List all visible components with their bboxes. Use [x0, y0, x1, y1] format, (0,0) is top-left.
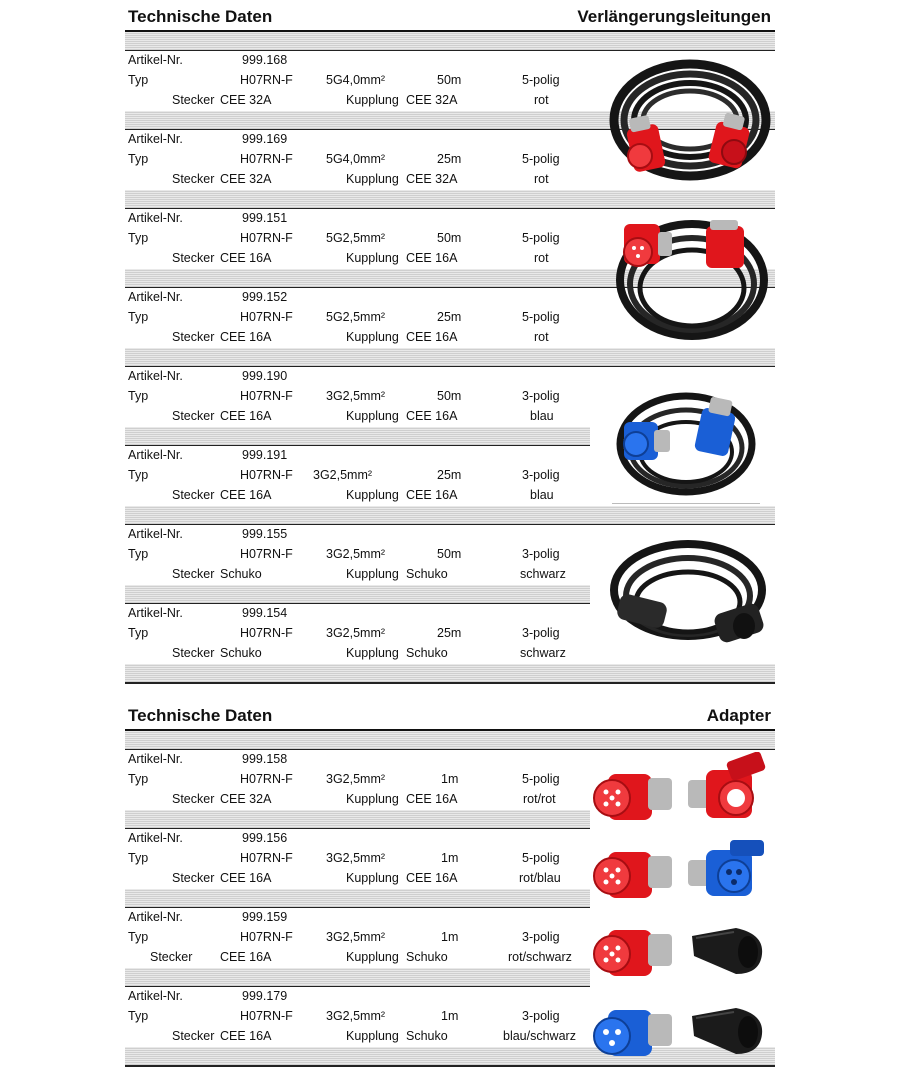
color-value: schwarz [520, 646, 566, 660]
kupplung-value: CEE 16A [406, 792, 458, 806]
artikel-label: Artikel-Nr. [128, 831, 183, 845]
poles: 5-polig [522, 772, 560, 786]
stecker-label: Stecker [172, 871, 215, 885]
kupplung-value: CEE 16A [406, 409, 458, 423]
cross-section: 5G2,5mm² [326, 310, 386, 324]
artikel-number: 999.156 [242, 831, 288, 845]
typ-label: Typ [128, 930, 149, 944]
kupplung-value: CEE 16A [406, 488, 458, 502]
stecker-value: CEE 32A [220, 172, 272, 186]
row-separator [125, 190, 775, 209]
stecker-label: Stecker [150, 950, 193, 964]
stecker-value: CEE 32A [220, 93, 272, 107]
artikel-label: Artikel-Nr. [128, 989, 183, 1003]
red-cee16-plug-image [590, 916, 678, 986]
stecker-value: CEE 16A [220, 950, 272, 964]
row-separator [125, 810, 590, 829]
length: 1m [441, 1009, 459, 1023]
kupplung-value: CEE 16A [406, 251, 458, 265]
stecker-value: CEE 32A [220, 792, 272, 806]
typ-value: H07RN-F [240, 310, 293, 324]
poles: 5-polig [522, 152, 560, 166]
artikel-number: 999.151 [242, 211, 288, 225]
stecker-value: CEE 16A [220, 1029, 272, 1043]
artikel-number: 999.155 [242, 527, 288, 541]
artikel-label: Artikel-Nr. [128, 132, 183, 146]
stecker-label: Stecker [172, 330, 215, 344]
red-cee32-plug-image [590, 760, 678, 830]
stecker-value: Schuko [220, 646, 262, 660]
cross-section: 3G2,5mm² [326, 930, 386, 944]
kupplung-value: CEE 32A [406, 172, 458, 186]
row-separator [125, 427, 590, 446]
length: 25m [437, 468, 462, 482]
typ-value: H07RN-F [240, 772, 293, 786]
cables-category: Verlängerungsleitungen [577, 7, 771, 26]
artikel-number: 999.191 [242, 448, 288, 462]
length: 25m [437, 626, 462, 640]
red-cee16-cable-image [612, 212, 772, 346]
typ-value: H07RN-F [240, 1009, 293, 1023]
kupplung-label: Kupplung [346, 950, 399, 964]
artikel-label: Artikel-Nr. [128, 211, 183, 225]
blue-cee-coupling-image [684, 836, 772, 906]
artikel-number: 999.169 [242, 132, 288, 146]
typ-label: Typ [128, 851, 149, 865]
poles: 3-polig [522, 389, 560, 403]
row-separator [125, 585, 590, 604]
artikel-number: 999.154 [242, 606, 288, 620]
stecker-label: Stecker [172, 409, 215, 423]
row-separator [125, 968, 590, 987]
red-cee16-plug-image [590, 838, 678, 908]
poles: 5-polig [522, 851, 560, 865]
kupplung-label: Kupplung [346, 172, 399, 186]
stecker-value: Schuko [220, 567, 262, 581]
kupplung-label: Kupplung [346, 1029, 399, 1043]
poles: 3-polig [522, 468, 560, 482]
typ-value: H07RN-F [240, 468, 293, 482]
color-value: rot [534, 172, 549, 186]
blue-cee16-plug-image [590, 996, 678, 1066]
length: 50m [437, 231, 462, 245]
typ-label: Typ [128, 152, 149, 166]
color-value: rot [534, 251, 549, 265]
poles: 5-polig [522, 73, 560, 87]
typ-label: Typ [128, 73, 149, 87]
row-separator [125, 348, 775, 367]
typ-value: H07RN-F [240, 389, 293, 403]
typ-value: H07RN-F [240, 626, 293, 640]
artikel-label: Artikel-Nr. [128, 369, 183, 383]
kupplung-label: Kupplung [346, 646, 399, 660]
color-value: rot/schwarz [508, 950, 572, 964]
row-separator [125, 506, 775, 525]
kupplung-label: Kupplung [346, 488, 399, 502]
cables-title: Technische Daten [128, 7, 273, 26]
stecker-label: Stecker [172, 172, 215, 186]
artikel-label: Artikel-Nr. [128, 527, 183, 541]
stecker-label: Stecker [172, 251, 215, 265]
row-separator [125, 32, 775, 51]
cross-section: 3G2,5mm² [313, 468, 373, 482]
typ-label: Typ [128, 231, 149, 245]
cross-section: 3G2,5mm² [326, 547, 386, 561]
color-value: blau [530, 409, 554, 423]
artikel-number: 999.159 [242, 910, 288, 924]
typ-value: H07RN-F [240, 851, 293, 865]
kupplung-label: Kupplung [346, 330, 399, 344]
cross-section: 3G2,5mm² [326, 626, 386, 640]
length: 1m [441, 930, 459, 944]
typ-value: H07RN-F [240, 73, 293, 87]
kupplung-label: Kupplung [346, 409, 399, 423]
adapters-header [125, 699, 775, 731]
stecker-label: Stecker [172, 646, 215, 660]
typ-label: Typ [128, 1009, 149, 1023]
artikel-label: Artikel-Nr. [128, 53, 183, 67]
stecker-label: Stecker [172, 792, 215, 806]
artikel-number: 999.158 [242, 752, 288, 766]
typ-label: Typ [128, 468, 149, 482]
cross-section: 5G4,0mm² [326, 73, 386, 87]
color-value: rot/rot [523, 792, 556, 806]
kupplung-label: Kupplung [346, 251, 399, 265]
color-value: rot [534, 330, 549, 344]
kupplung-label: Kupplung [346, 792, 399, 806]
stecker-value: CEE 16A [220, 251, 272, 265]
poles: 3-polig [522, 930, 560, 944]
stecker-label: Stecker [172, 1029, 215, 1043]
kupplung-label: Kupplung [346, 871, 399, 885]
stecker-label: Stecker [172, 93, 215, 107]
stecker-value: CEE 16A [220, 488, 272, 502]
color-value: rot/blau [519, 871, 561, 885]
row-separator [125, 664, 775, 684]
stecker-value: CEE 16A [220, 330, 272, 344]
typ-label: Typ [128, 626, 149, 640]
length: 50m [437, 389, 462, 403]
stecker-value: CEE 16A [220, 871, 272, 885]
cross-section: 5G4,0mm² [326, 152, 386, 166]
stecker-label: Stecker [172, 488, 215, 502]
artikel-number: 999.190 [242, 369, 288, 383]
black-schuko-cable-image [604, 534, 770, 662]
black-schuko-coupling-image [686, 920, 768, 982]
poles: 3-polig [522, 1009, 560, 1023]
color-value: rot [534, 93, 549, 107]
kupplung-value: Schuko [406, 950, 448, 964]
kupplung-value: Schuko [406, 1029, 448, 1043]
length: 50m [437, 73, 462, 87]
red-cee-coupling-image [684, 752, 772, 826]
poles: 3-polig [522, 626, 560, 640]
stecker-label: Stecker [172, 567, 215, 581]
row-separator [125, 889, 590, 908]
typ-value: H07RN-F [240, 930, 293, 944]
typ-label: Typ [128, 772, 149, 786]
kupplung-value: Schuko [406, 646, 448, 660]
poles: 5-polig [522, 231, 560, 245]
length: 1m [441, 772, 459, 786]
artikel-number: 999.168 [242, 53, 288, 67]
typ-label: Typ [128, 310, 149, 324]
length: 50m [437, 547, 462, 561]
cables-header [125, 0, 775, 32]
cross-section: 3G2,5mm² [326, 1009, 386, 1023]
artikel-label: Artikel-Nr. [128, 606, 183, 620]
typ-value: H07RN-F [240, 231, 293, 245]
artikel-number: 999.152 [242, 290, 288, 304]
kupplung-value: CEE 16A [406, 330, 458, 344]
blue-cee16-cable-image [612, 380, 760, 500]
length: 25m [437, 152, 462, 166]
black-schuko-coupling-image [686, 1000, 768, 1062]
color-value: schwarz [520, 567, 566, 581]
adapters-title: Technische Daten [128, 706, 273, 725]
typ-label: Typ [128, 389, 149, 403]
stecker-value: CEE 16A [220, 409, 272, 423]
color-value: blau/schwarz [503, 1029, 576, 1043]
row-separator [125, 731, 775, 750]
typ-value: H07RN-F [240, 152, 293, 166]
artikel-label: Artikel-Nr. [128, 752, 183, 766]
kupplung-label: Kupplung [346, 93, 399, 107]
cross-section: 3G2,5mm² [326, 772, 386, 786]
length: 1m [441, 851, 459, 865]
kupplung-value: CEE 32A [406, 93, 458, 107]
cross-section: 5G2,5mm² [326, 231, 386, 245]
poles: 5-polig [522, 310, 560, 324]
kupplung-value: CEE 16A [406, 871, 458, 885]
typ-label: Typ [128, 547, 149, 561]
cross-section: 3G2,5mm² [326, 851, 386, 865]
cross-section: 3G2,5mm² [326, 389, 386, 403]
kupplung-value: Schuko [406, 567, 448, 581]
artikel-label: Artikel-Nr. [128, 290, 183, 304]
poles: 3-polig [522, 547, 560, 561]
artikel-number: 999.179 [242, 989, 288, 1003]
artikel-label: Artikel-Nr. [128, 910, 183, 924]
typ-value: H07RN-F [240, 547, 293, 561]
color-value: blau [530, 488, 554, 502]
kupplung-label: Kupplung [346, 567, 399, 581]
red-cee32-cable-image [608, 54, 772, 188]
artikel-label: Artikel-Nr. [128, 448, 183, 462]
adapters-category: Adapter [706, 706, 771, 725]
length: 25m [437, 310, 462, 324]
image-underline [612, 503, 760, 504]
